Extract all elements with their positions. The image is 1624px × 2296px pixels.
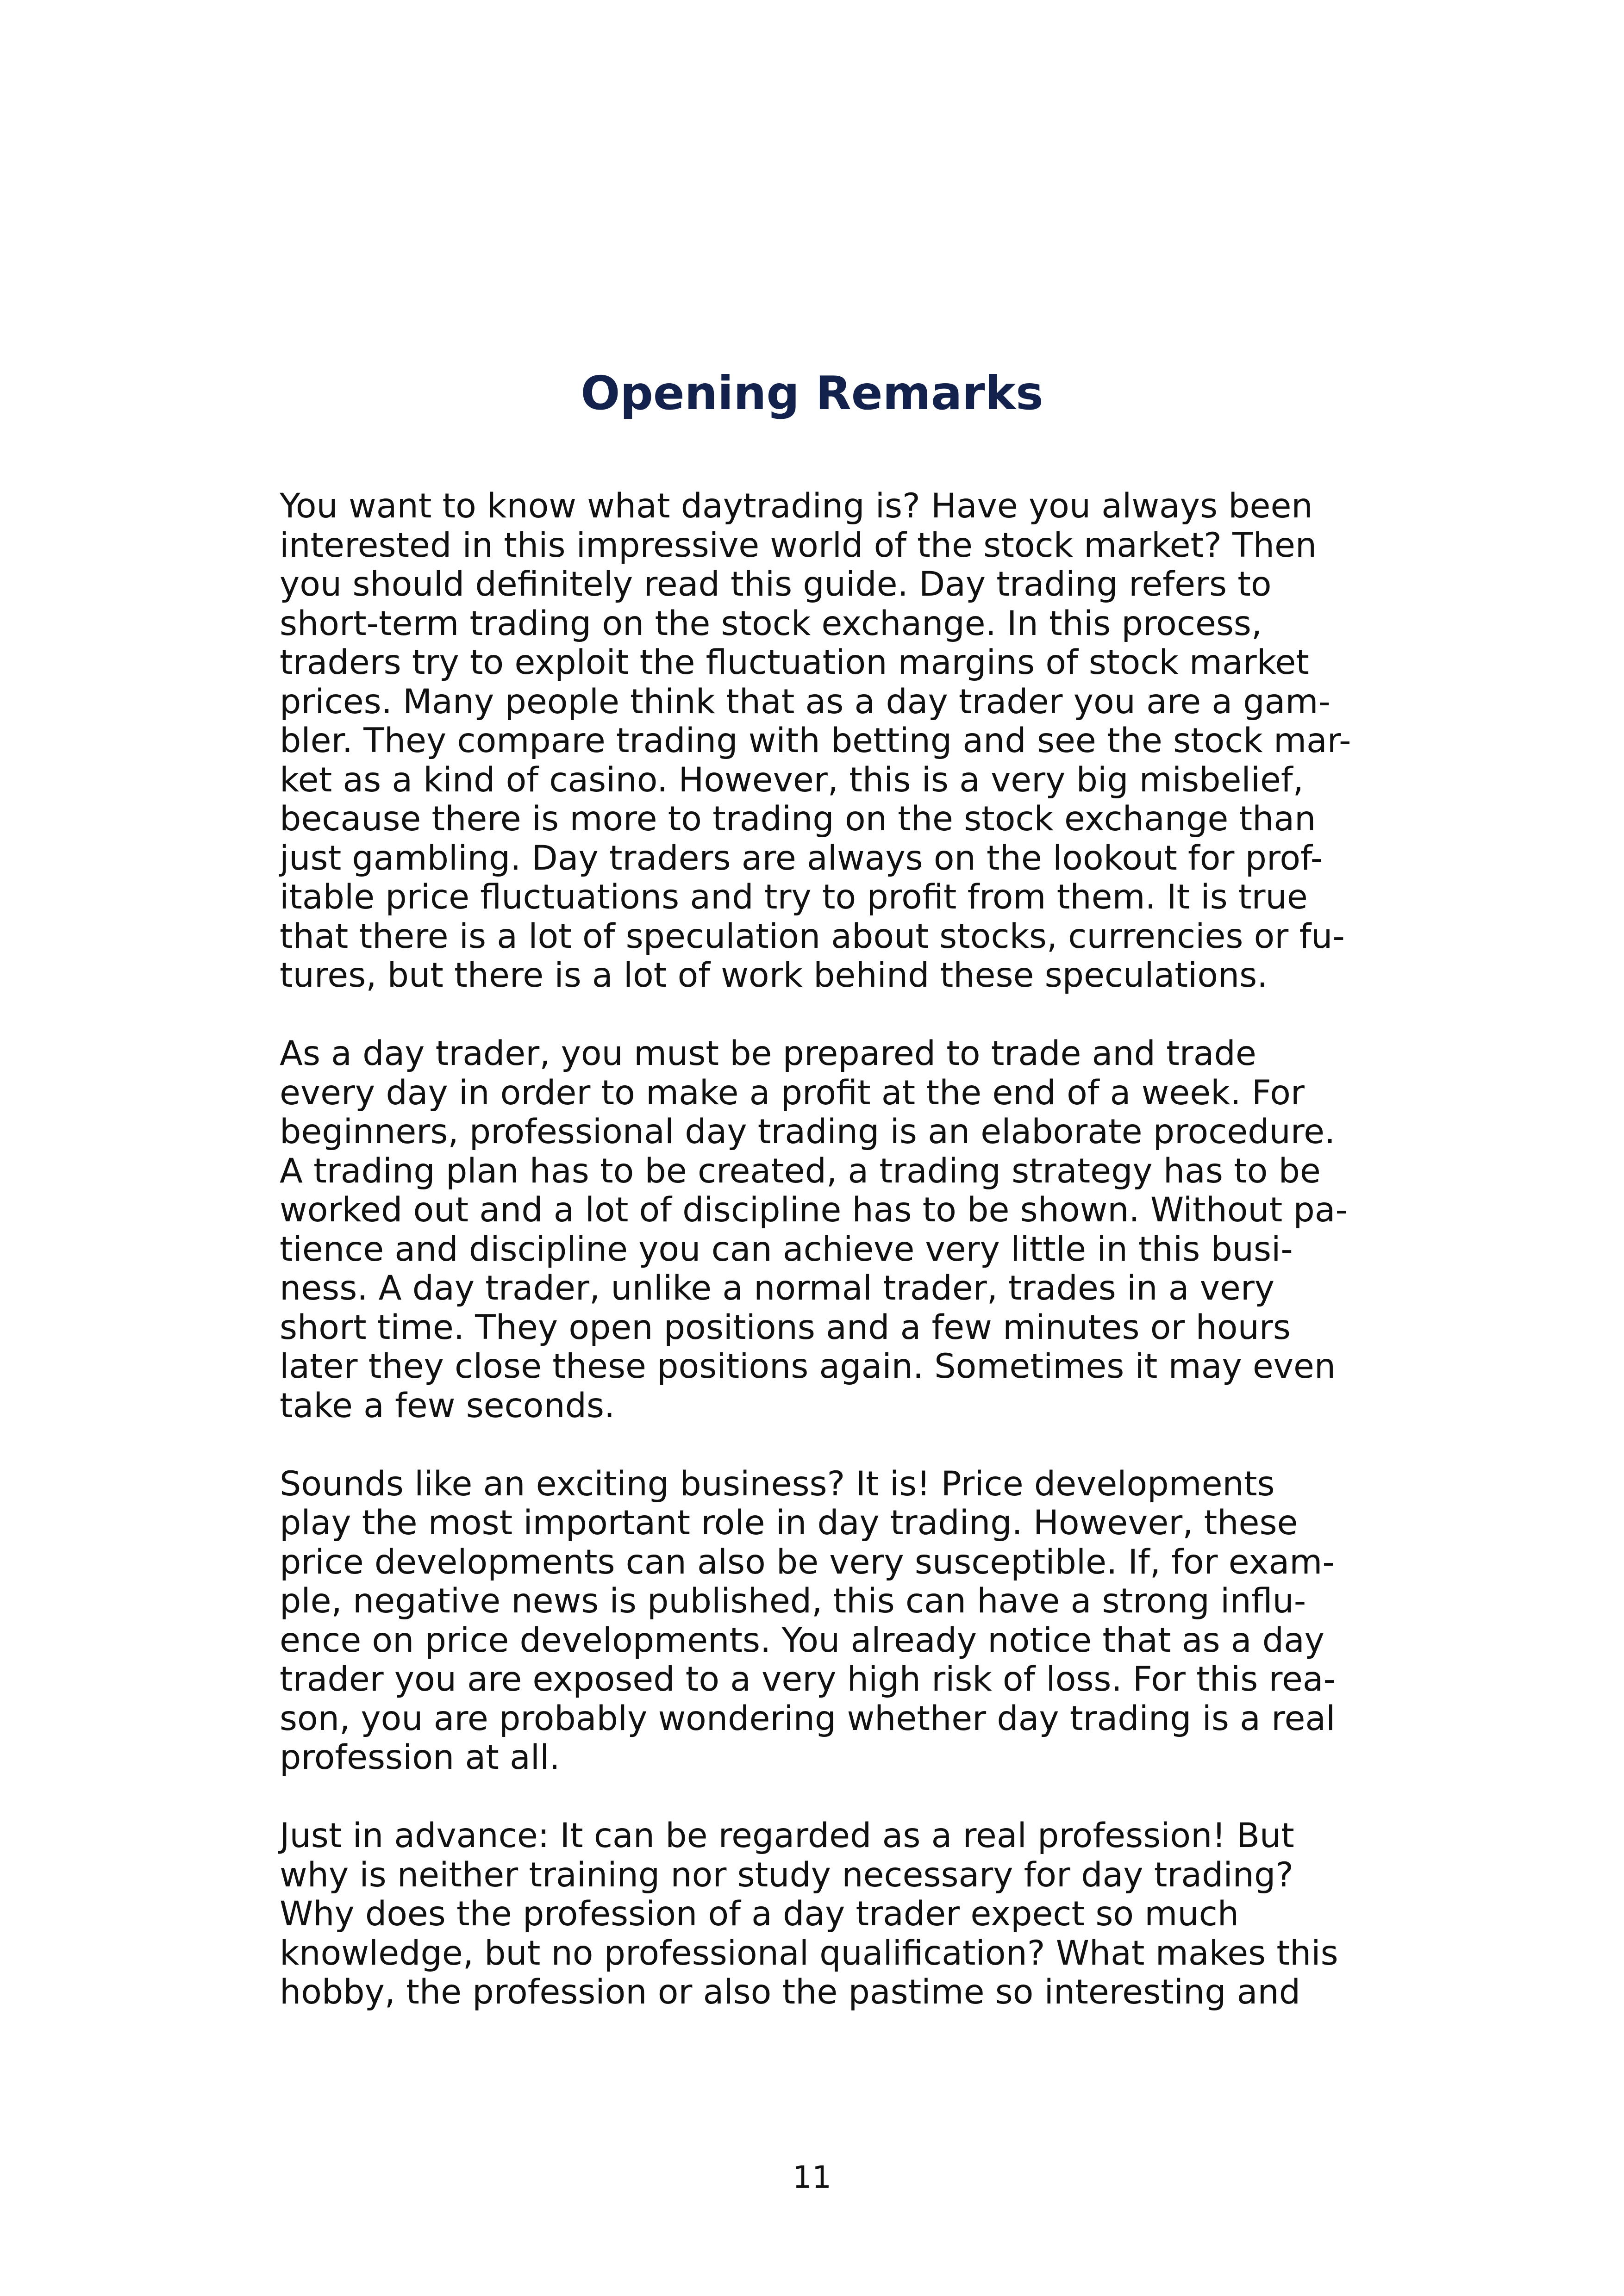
text-line: every day in order to make a profit at the end of a week. For: [280, 1073, 1305, 1113]
paragraph-3: [280, 1465, 1363, 1778]
text-line: You want to know what daytrading is? Have you always been: [280, 486, 1313, 526]
text-line: Sounds like an exciting business? It is! Price developments: [280, 1464, 1275, 1504]
text-line: because there is more to trading on the stock exchange than: [280, 799, 1316, 839]
text-line: ence on price developments. You already notice that as a day: [280, 1620, 1325, 1660]
paragraph-4: [280, 1817, 1363, 2012]
paragraph-gap: [280, 1778, 1363, 1817]
text-line: price developments can also be very susceptible. If, for exam-: [280, 1542, 1335, 1582]
text-line: hobby, the profession or also the pastime so interesting and: [280, 1972, 1301, 2012]
text-line: take a few seconds.: [280, 1386, 615, 1425]
text-line: profession at all.: [280, 1738, 560, 1777]
text-line: ness. A day trader, unlike a normal trader, trades in a very: [280, 1269, 1275, 1308]
text-line: traders try to exploit the fluctuation margins of stock market: [280, 643, 1309, 682]
text-line: that there is a lot of speculation about stocks, currencies or fu-: [280, 916, 1345, 956]
page-number: 11: [793, 2159, 831, 2195]
text-line: prices. Many people think that as a day trader you are a gam-: [280, 682, 1330, 722]
text-line: play the most important role in day trading. However, these: [280, 1503, 1298, 1543]
text-line: you should definitely read this guide. Day trading refers to: [280, 565, 1272, 604]
text-line: why is neither training nor study necessary for day trading?: [280, 1855, 1294, 1895]
text-line: knowledge, but no professional qualification? What makes this: [280, 1933, 1338, 1973]
body-text: [280, 487, 1363, 2012]
text-line: Why does the profession of a day trader expect so much: [280, 1894, 1239, 1934]
text-line: just gambling. Day traders are always on the lookout for prof-: [280, 838, 1323, 878]
text-line: later they close these positions again. Sometimes it may even: [280, 1347, 1336, 1386]
text-line: tures, but there is a lot of work behind these speculations.: [280, 956, 1268, 995]
paragraph-gap: [280, 1425, 1363, 1465]
text-line: son, you are probably wondering whether day trading is a real: [280, 1699, 1336, 1738]
text-line: tience and discipline you can achieve very little in this busi-: [280, 1229, 1293, 1269]
text-line: beginners, professional day trading is an elaborate procedure.: [280, 1112, 1336, 1151]
text-line: short time. They open positions and a few minutes or hours: [280, 1307, 1291, 1347]
page-title: Opening Remarks: [581, 366, 1043, 420]
text-line: ket as a kind of casino. However, this is a very big misbelief,: [280, 760, 1304, 800]
paragraph-2: [280, 1034, 1363, 1425]
paragraph-gap: [280, 996, 1363, 1035]
text-line: short-term trading on the stock exchange. In this process,: [280, 604, 1262, 643]
text-line: trader you are exposed to a very high risk of loss. For this rea-: [280, 1660, 1336, 1699]
text-line: bler. They compare trading with betting and see the stock mar-: [280, 721, 1351, 760]
text-line: As a day trader, you must be prepared to trade and trade: [280, 1034, 1256, 1073]
text-line: itable price fluctuations and try to profit from them. It is true: [280, 877, 1308, 917]
text-line: ple, negative news is published, this can have a strong influ-: [280, 1581, 1306, 1621]
paragraph-1: [280, 487, 1363, 996]
text-line: worked out and a lot of discipline has to be shown. Without pa-: [280, 1190, 1348, 1230]
text-line: interested in this impressive world of the stock market? Then: [280, 525, 1317, 565]
text-line: A trading plan has to be created, a trading strategy has to be: [280, 1151, 1321, 1191]
text-line: Just in advance: It can be regarded as a real profession! But: [280, 1816, 1294, 1855]
